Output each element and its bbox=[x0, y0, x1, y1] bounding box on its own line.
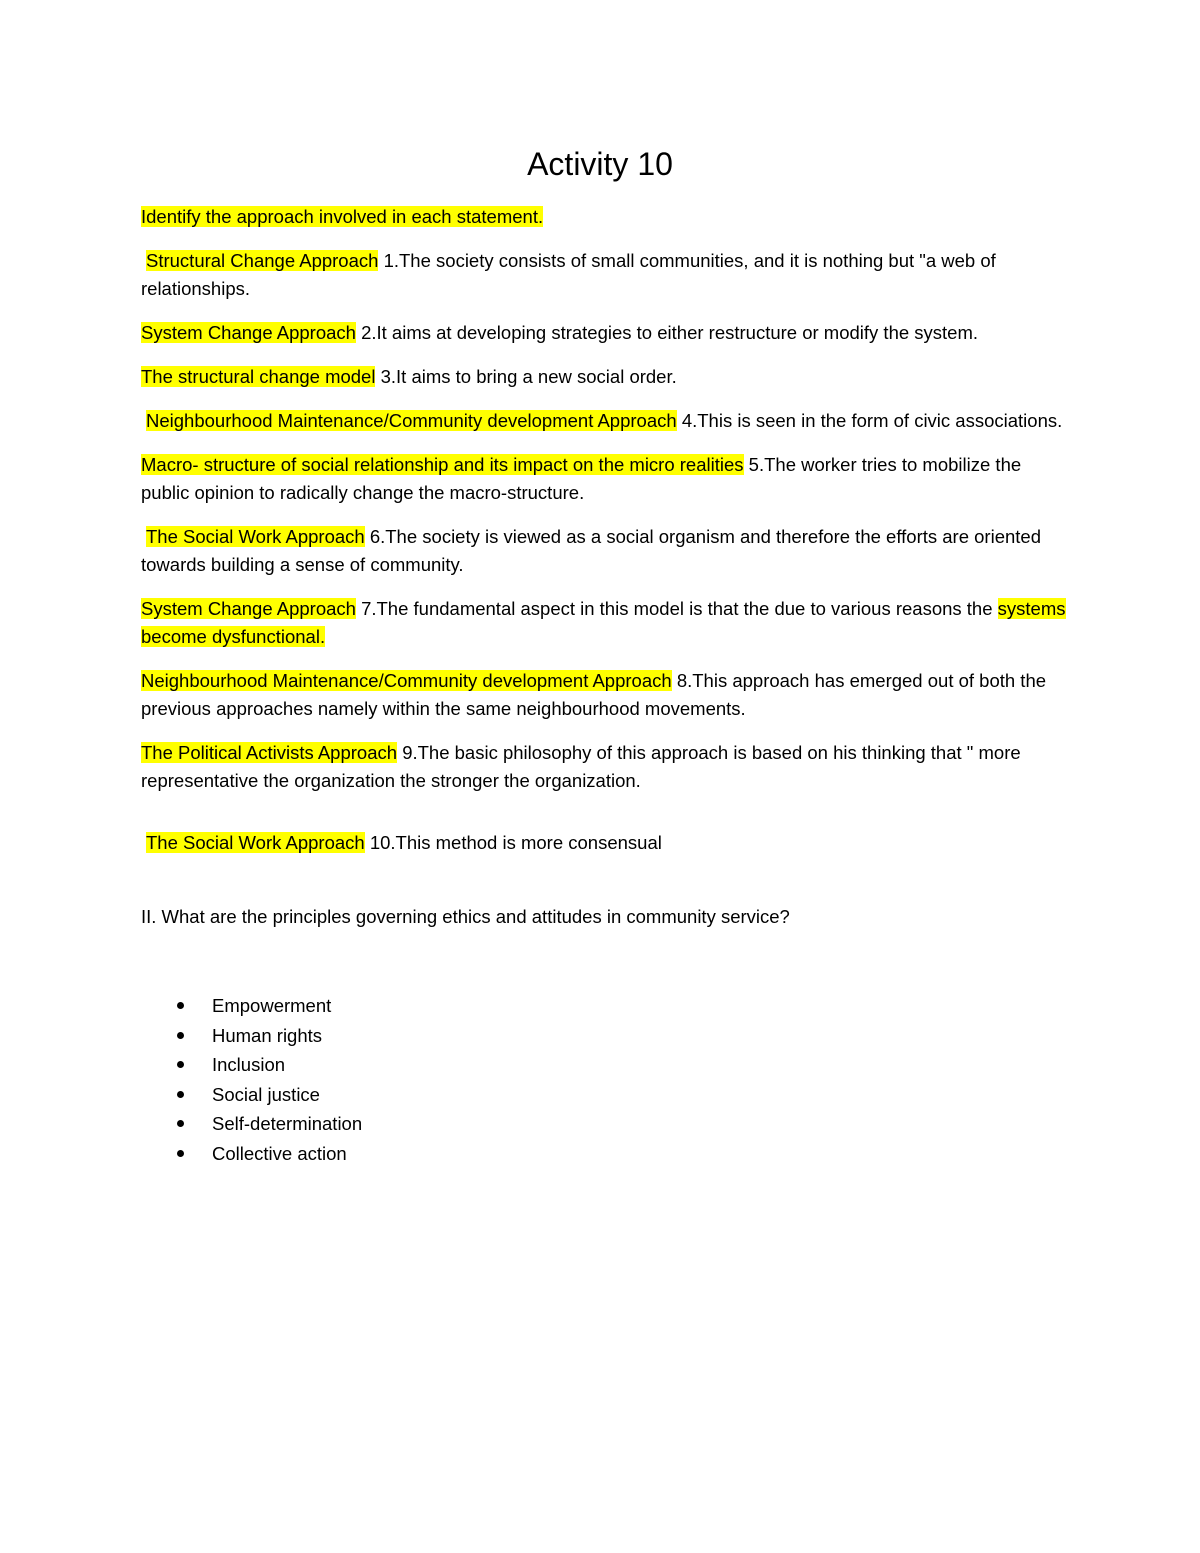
answer-highlight: The structural change model bbox=[141, 366, 376, 387]
statement-text: 5.The worker tries to mobilize the public opinion to radically change the macro-structure. bbox=[141, 454, 1022, 503]
statement-text: 8.This approach has emerged out of both the previous approaches namely within the same neighbourhood movements. bbox=[141, 670, 1047, 719]
statement-text: 1.The society consists of small communities, and it is nothing but "a web of relationships. bbox=[141, 250, 996, 299]
statement-item-5 bbox=[141, 451, 1066, 507]
statement-item-8 bbox=[141, 667, 1066, 723]
statement-item-1 bbox=[141, 247, 1066, 303]
bullet-icon bbox=[177, 1091, 184, 1098]
answer-highlight: Macro- structure of social relationship and its impact on the micro realities bbox=[141, 454, 744, 475]
statement-item-10 bbox=[141, 829, 1066, 857]
answer-highlight: The Social Work Approach bbox=[146, 526, 365, 547]
statement-text: 7.The fundamental aspect in this model is that the due to various reasons the bbox=[361, 598, 993, 619]
answer-highlight: The Political Activists Approach bbox=[141, 742, 398, 763]
statement-item-2 bbox=[141, 319, 1066, 347]
bullet-icon bbox=[177, 1002, 184, 1009]
list-item: Collective action bbox=[141, 1139, 1066, 1169]
statement-item-6 bbox=[141, 523, 1066, 579]
statement-item-4 bbox=[141, 407, 1066, 435]
statement-text: 2.It aims at developing strategies to either restructure or modify the system. bbox=[361, 322, 979, 343]
bullet-icon bbox=[177, 1032, 184, 1039]
list-item: Social justice bbox=[141, 1080, 1066, 1110]
answer-highlight: Neighbourhood Maintenance/Community development Approach bbox=[146, 410, 677, 431]
list-item: Inclusion bbox=[141, 1050, 1066, 1080]
statement-item-9 bbox=[141, 739, 1066, 795]
bullet-icon bbox=[177, 1150, 184, 1157]
statement-text-highlighted: systems become dysfunctional. bbox=[141, 598, 1066, 647]
list-item: Human rights bbox=[141, 1021, 1066, 1051]
statement-text: 6.The society is viewed as a social organism and therefore the efforts are oriented towards building a sense of community. bbox=[141, 526, 1041, 575]
statement-item-7 bbox=[141, 595, 1066, 651]
instruction-line bbox=[141, 203, 1066, 231]
statement-text: 3.It aims to bring a new social order. bbox=[380, 366, 677, 387]
statement-text: 4.This is seen in the form of civic associations. bbox=[681, 410, 1063, 431]
bullet-icon bbox=[177, 1061, 184, 1068]
answer-highlight: System Change Approach bbox=[141, 598, 356, 619]
list-item: Empowerment bbox=[141, 991, 1066, 1021]
answer-highlight: Neighbourhood Maintenance/Community development Approach bbox=[141, 670, 672, 691]
principles-list bbox=[141, 991, 1066, 1168]
bullet-icon bbox=[177, 1120, 184, 1127]
document-title: Activity 10 bbox=[527, 146, 673, 182]
instruction-text: Identify the approach involved in each statement. bbox=[141, 206, 544, 227]
statement-text: 10.This method is more consensual bbox=[369, 832, 662, 853]
answer-highlight: System Change Approach bbox=[141, 322, 356, 343]
list-item: Self-determination bbox=[141, 1109, 1066, 1139]
question-2-heading: II. What are the principles governing ethics and attitudes in community service? bbox=[141, 906, 790, 927]
statement-text: 9.The basic philosophy of this approach is based on his thinking that " more representative the organization the stronger the organization. bbox=[141, 742, 1021, 791]
answer-highlight: Structural Change Approach bbox=[146, 250, 379, 271]
document-body bbox=[141, 203, 1066, 1168]
statement-item-3 bbox=[141, 363, 1066, 391]
answer-highlight: The Social Work Approach bbox=[146, 832, 365, 853]
